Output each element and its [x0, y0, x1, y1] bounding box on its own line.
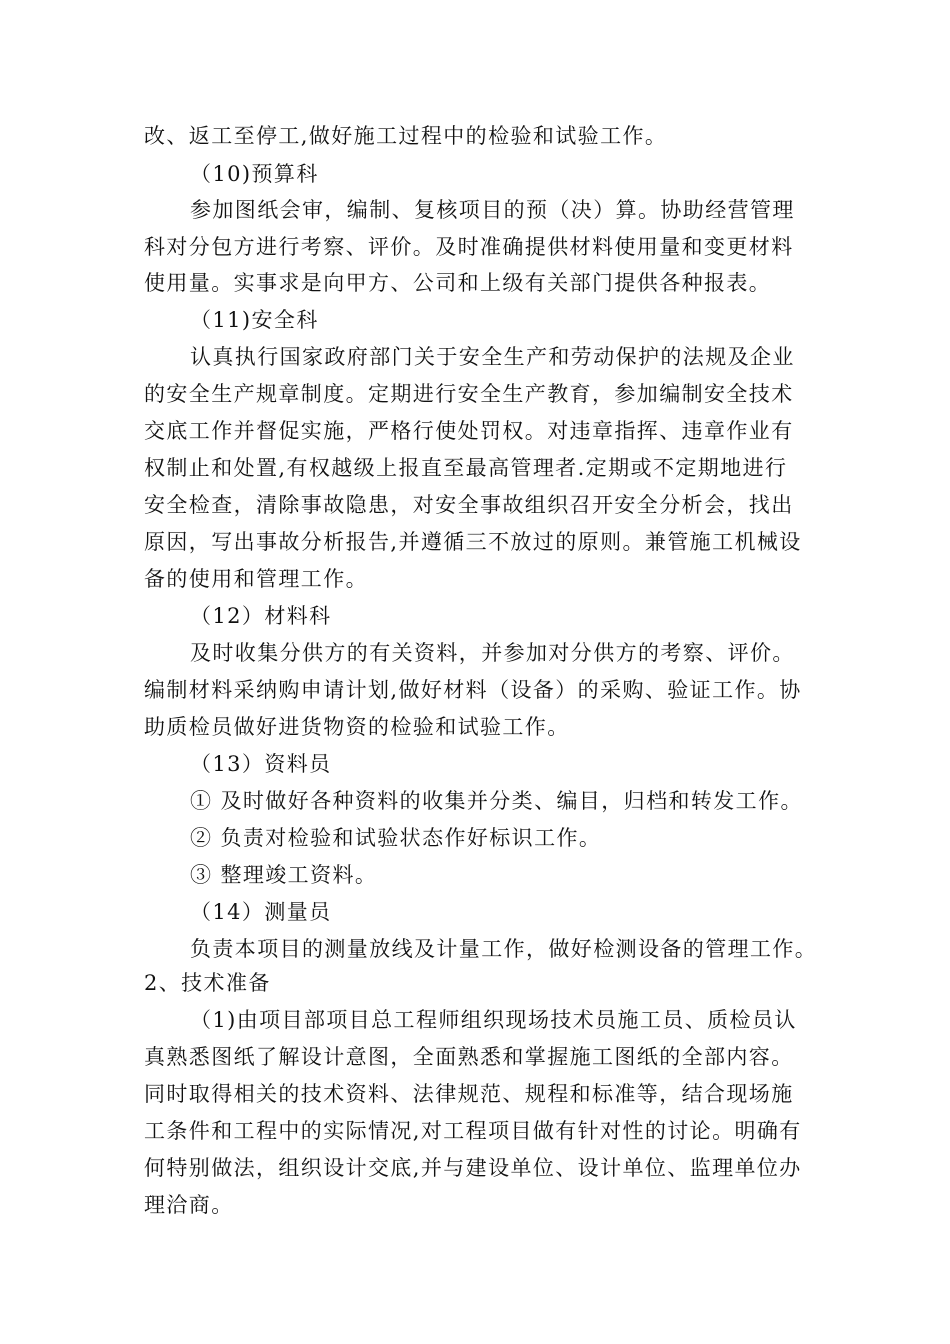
paragraph-line: 的安全生产规章制度。定期进行安全生产教育，参加编制安全技术 [144, 382, 794, 406]
paragraph-line: 理洽商。 [144, 1193, 234, 1217]
paragraph-line: 参加图纸会审，编制、复核项目的预（决）算。协助经营管理 [190, 198, 795, 222]
section-heading-safety: （11)安全科 [190, 308, 319, 332]
section-heading-budget: （10)预算科 [190, 162, 319, 186]
paragraph-line: 使用量。实事求是向甲方、公司和上级有关部门提供各种报表。 [144, 271, 772, 295]
section-heading-surveyor: （14）测量员 [190, 900, 332, 924]
paragraph-line: 认真执行国家政府部门关于安全生产和劳动保护的法规及企业 [190, 345, 795, 369]
paragraph-line: 原因，写出事故分析报告,并遵循三不放过的原则。兼管施工机械设 [144, 530, 802, 554]
paragraph-line: 同时取得相关的技术资料、法律规范、规程和标准等，结合现场施 [144, 1082, 794, 1106]
section-heading-materials: （12）材料科 [190, 604, 332, 628]
paragraph-line: 何特别做法，组织设计交底,并与建设单位、设计单位、监理单位办 [144, 1156, 802, 1180]
paragraph-line: 科对分包方进行考察、评价。及时准确提供材料使用量和变更材料 [144, 235, 794, 259]
list-item: ② 负责对检验和试验状态作好标识工作。 [190, 826, 602, 850]
paragraph-line: 及时收集分供方的有关资料，并参加对分供方的考察、评价。 [190, 641, 795, 665]
paragraph-line: 负责本项目的测量放线及计量工作，做好检测设备的管理工作。 [190, 937, 818, 961]
paragraph-line: 助质检员做好进货物资的检验和试验工作。 [144, 715, 570, 739]
section-heading-technical-preparation: 2、技术准备 [144, 971, 271, 995]
list-item: ① 及时做好各种资料的收集并分类、编目，归档和转发工作。 [190, 789, 803, 813]
paragraph-line: 权制止和处置,有权越级上报直至最高管理者.定期或不定期地进行 [144, 456, 788, 480]
paragraph-line: 改、返工至停工,做好施工过程中的检验和试验工作。 [144, 124, 668, 148]
paragraph-line: 备的使用和管理工作。 [144, 567, 368, 591]
paragraph-line: 真熟悉图纸了解设计意图，全面熟悉和掌握施工图纸的全部内容。 [144, 1045, 794, 1069]
paragraph-line: 交底工作并督促实施，严格行使处罚权。对违章指挥、违章作业有 [144, 419, 794, 443]
paragraph-line: 编制材料采纳购申请计划,做好材料（设备）的采购、验证工作。协 [144, 678, 802, 702]
list-item: ③ 整理竣工资料。 [190, 863, 378, 887]
paragraph-line: （1)由项目部项目总工程师组织现场技术员施工员、质检员认 [190, 1008, 797, 1032]
paragraph-line: 工条件和工程中的实际情况,对工程项目做有针对性的讨论。明确有 [144, 1119, 802, 1143]
paragraph-line: 安全检查，清除事故隐患，对安全事故组织召开安全分析会，找出 [144, 493, 794, 517]
section-heading-documentation: （13）资料员 [190, 752, 332, 776]
